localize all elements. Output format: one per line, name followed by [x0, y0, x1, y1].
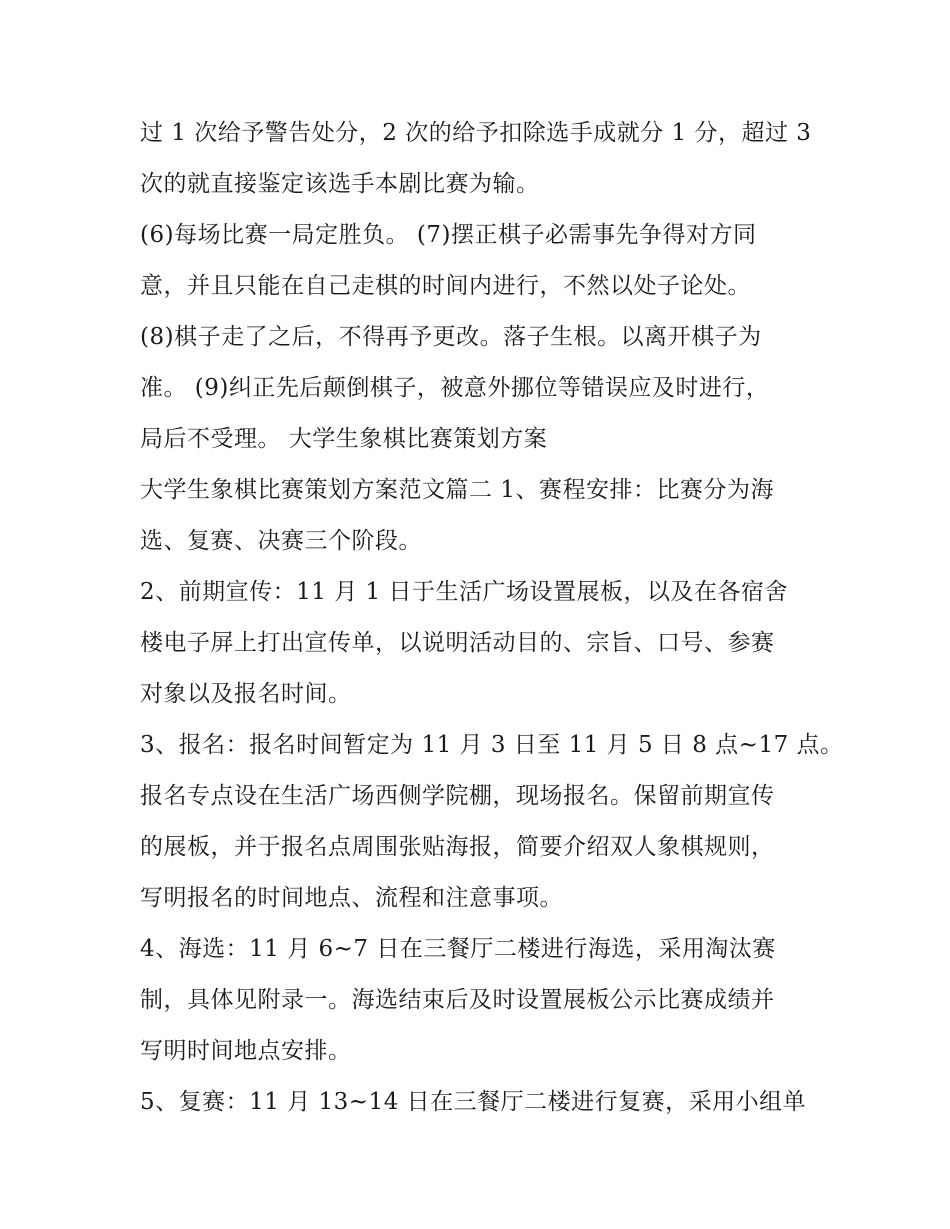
- text-line: 过 1 次给予警告处分，2 次的给予扣除选手成就分 1 分，超过 3: [140, 120, 812, 146]
- text-line: (6)每场比赛一局定胜负。 (7)摆正棋子必需事先争得对方同: [140, 222, 757, 248]
- text-line: 意，并且只能在自己走棋的时间内进行，不然以处子论处。: [140, 273, 751, 299]
- text-line: 楼电子屏上打出宣传单，以说明活动目的、宗旨、口号、参赛: [140, 630, 775, 656]
- text-line: 4、海选：11 月 6~7 日在三餐厅二楼进行海选，采用淘汰赛: [140, 936, 776, 962]
- text-line: 5、复赛：11 月 13~14 日在三餐厅二楼进行复赛，采用小组单: [140, 1089, 807, 1115]
- text-line: 制，具体见附录一。海选结束后及时设置展板公示比赛成绩并: [140, 987, 775, 1013]
- text-line: 写明时间地点安排。: [140, 1038, 352, 1064]
- text-line: 选、复赛、决赛三个阶段。: [140, 528, 422, 554]
- text-line: 2、前期宣传：11 月 1 日于生活广场设置展板，以及在各宿舍: [140, 579, 788, 605]
- text-line: 局后不受理。 大学生象棋比赛策划方案: [140, 426, 548, 452]
- text-line: 3、报名：报名时间暂定为 11 月 3 日至 11 月 5 日 8 点~17 点。: [140, 732, 844, 758]
- document-body: [140, 108, 844, 1128]
- text-line: 准。 (9)纠正先后颠倒棋子，被意外挪位等错误应及时进行，: [140, 375, 770, 401]
- text-line: 报名专点设在生活广场西侧学院棚，现场报名。保留前期宣传: [140, 783, 775, 809]
- text-line: 对象以及报名时间。: [140, 681, 352, 707]
- text-line: (8)棋子走了之后，不得再予更改。落子生根。以离开棋子为: [140, 324, 762, 350]
- text-line: 写明报名的时间地点、流程和注意事项。: [140, 885, 563, 911]
- text-line: 次的就直接鉴定该选手本剧比赛为输。: [140, 171, 540, 197]
- text-line: 的展板，并于报名点周围张贴海报，简要介绍双人象棋规则，: [140, 834, 775, 860]
- text-line: 大学生象棋比赛策划方案范文篇二 1、赛程安排：比赛分为海: [140, 477, 774, 503]
